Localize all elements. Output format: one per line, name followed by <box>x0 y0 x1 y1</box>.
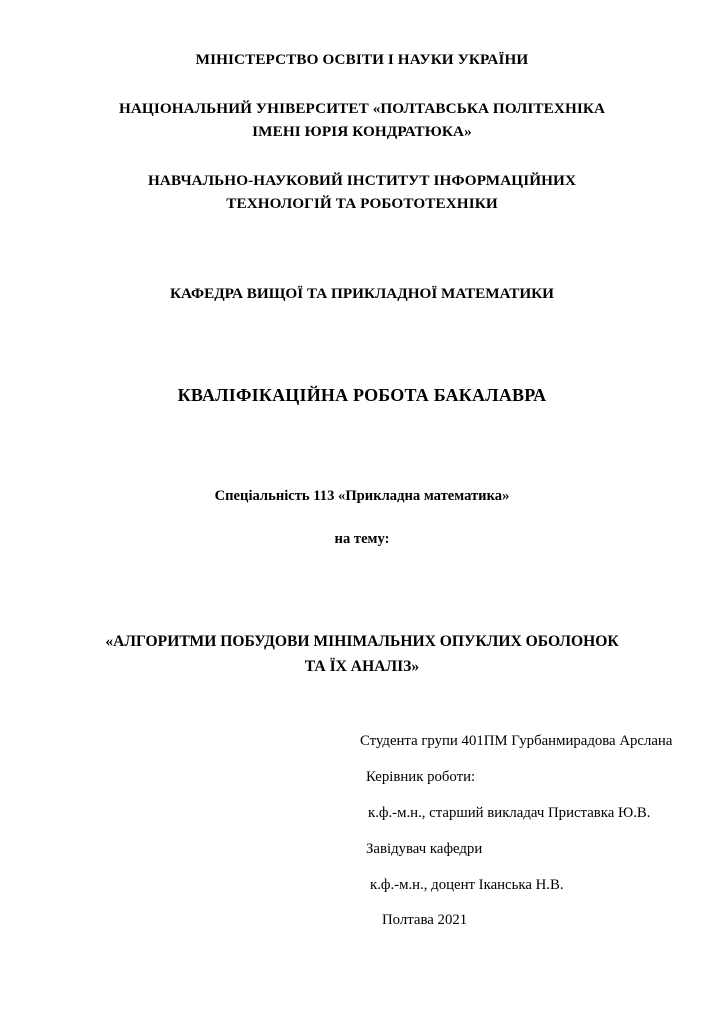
spacer <box>60 71 664 97</box>
ministry-line: МІНІСТЕРСТВО ОСВІТИ І НАУКИ УКРАЇНИ <box>195 51 529 68</box>
supervisor-label: Керівник роботи: <box>366 769 476 786</box>
institute-line-2: ТЕХНОЛОГІЙ ТА РОБОТОТЕХНІКИ <box>226 195 498 213</box>
spacer <box>60 548 664 604</box>
city-year: Полтава 2021 <box>382 912 468 929</box>
spacer <box>60 303 664 359</box>
thesis-title <box>60 630 664 680</box>
head-label: Завідувач кафедри <box>366 840 483 857</box>
spacer <box>60 271 664 285</box>
work-type-title: КВАЛІФІКАЦІЙНА РОБОТА БАКАЛАВРА <box>177 385 547 406</box>
on-topic-label: на тему: <box>334 531 390 548</box>
specialty-line: Спеціальність 113 «Прикладна математика» <box>214 488 510 505</box>
spacer <box>60 215 664 271</box>
head-name: к.ф.-м.н., доцент Іканська Н.В. <box>370 876 564 893</box>
student-line: Студента групи 401ПМ Гурбанмирадова Арслана <box>360 733 673 750</box>
supervisor-name: к.ф.-м.н., старший викладач Приставка Ю.В. <box>368 804 651 821</box>
university-line-2: ІМЕНІ ЮРІЯ КОНДРАТЮКА» <box>252 123 472 141</box>
spacer <box>60 462 664 488</box>
thesis-title-line-1: «АЛГОРИТМИ ПОБУДОВИ МІНІМАЛЬНИХ ОПУКЛИХ ОБОЛОНОК <box>105 633 619 651</box>
institution-header <box>60 48 664 215</box>
spacer <box>60 604 664 630</box>
thesis-title-line-2: ТА ЇХ АНАЛІЗ» <box>304 658 420 676</box>
spacer <box>60 505 664 531</box>
university-line-1: НАЦІОНАЛЬНИЙ УНІВЕРСИТЕТ «ПОЛТАВСЬКА ПОЛІТЕХНІКА <box>118 100 606 118</box>
institute-line-1: НАВЧАЛЬНО-НАУКОВИЙ ІНСТИТУТ ІНФОРМАЦІЙНИХ <box>147 172 577 190</box>
spacer <box>60 143 664 169</box>
department-line: КАФЕДРА ВИЩОЇ ТА ПРИКЛАДНОЇ МАТЕМАТИКИ <box>170 285 554 303</box>
spacer <box>60 359 664 385</box>
spacer <box>60 406 664 462</box>
signature-block <box>60 733 673 929</box>
